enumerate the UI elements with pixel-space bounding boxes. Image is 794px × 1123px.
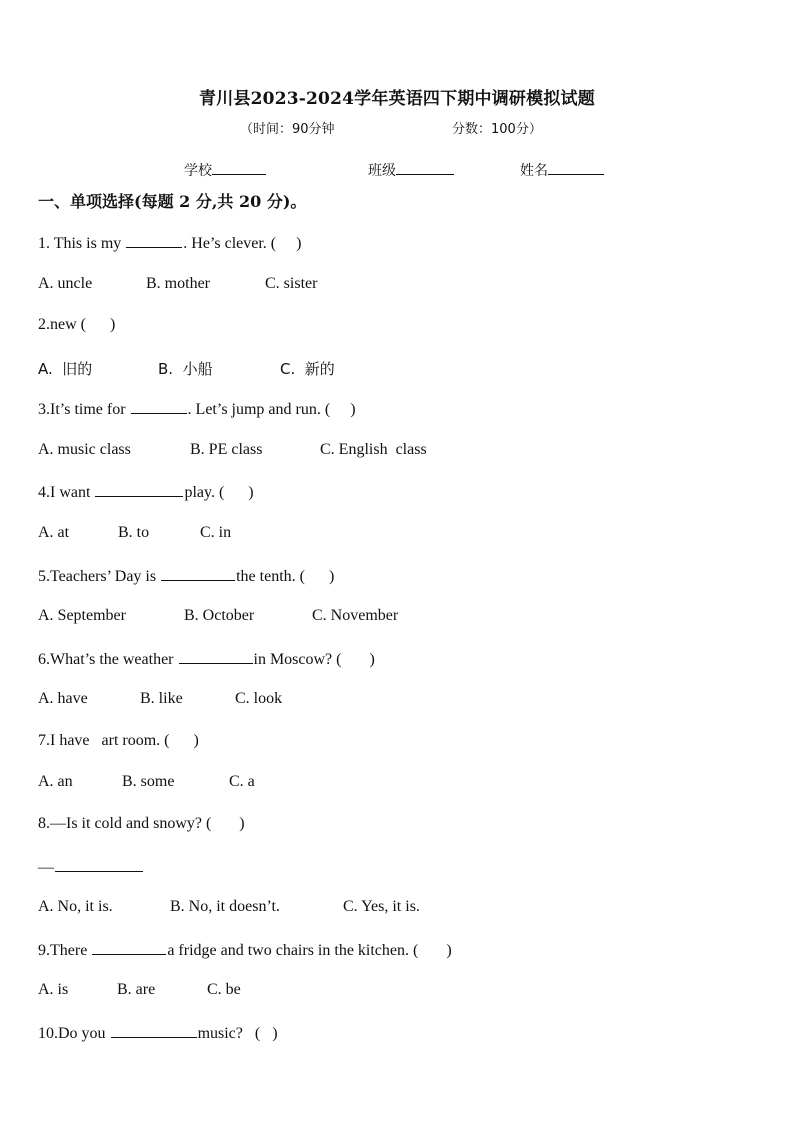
option-b[interactable]: B. 小船 [158,360,213,378]
option-c[interactable]: C. be [207,981,241,998]
question-text: . He’s clever. ( ) [183,235,302,252]
question-text: play. ( ) [184,484,254,501]
question-2 [38,316,115,334]
question-1 [38,233,301,253]
question-8 [38,815,245,833]
school-field [184,160,266,180]
class-field [368,160,454,180]
answer-blank[interactable] [161,566,235,581]
option-a[interactable]: A. No, it is. [38,898,113,915]
option-c[interactable]: C. English class [320,441,427,458]
school-label: 学校 [184,163,212,179]
question-6 [38,649,375,669]
option-b[interactable]: B. like [140,690,183,707]
answer-blank[interactable] [179,649,253,664]
exam-time: （时间：90分钟 [240,122,335,137]
page-title: 青川县2023-2024学年英语四下期中调研模拟试题 [199,89,595,109]
question-text: in Moscow? ( ) [253,651,375,668]
question-text: 1. This is my [38,235,126,252]
option-b[interactable]: B. to [118,524,150,541]
question-3 [38,399,356,419]
option-a[interactable]: A. an [38,773,73,790]
option-a[interactable]: A. September [38,607,126,624]
option-a[interactable]: A. have [38,690,88,707]
option-c[interactable]: C. November [312,607,399,624]
question-text: 7.I have art room. ( ) [38,732,199,749]
question-text: music? ( ) [197,1025,278,1042]
question-5 [38,566,334,586]
question-text: 6.What’s the weather [38,651,178,668]
option-c[interactable]: C. 新的 [280,360,335,378]
option-a[interactable]: A. at [38,524,70,541]
option-c[interactable]: C. sister [265,275,318,292]
option-a[interactable]: A. 旧的 [38,360,93,378]
name-blank[interactable] [548,160,604,175]
answer-line [38,857,144,877]
exam-score: 分数：100分） [452,122,542,137]
option-c[interactable]: C. in [200,524,232,541]
option-c[interactable]: C. Yes, it is. [343,898,420,915]
answer-blank[interactable] [92,940,166,955]
option-b[interactable]: B. are [117,981,156,998]
option-b[interactable]: B. October [184,607,255,624]
answer-blank[interactable] [131,399,187,414]
question-9 [38,940,452,960]
class-label: 班级 [368,163,396,179]
option-b[interactable]: B. No, it doesn’t. [170,898,280,915]
question-text: 5.Teachers’ Day is [38,568,161,585]
option-b[interactable]: B. mother [146,275,210,292]
option-c[interactable]: C. look [235,690,283,707]
option-a[interactable]: A. is [38,981,69,998]
question-text: 4.I want [38,484,95,501]
question-text: 9.There [38,942,92,959]
section-heading: 一、单项选择(每题 2 分,共 20 分)。 [38,192,307,211]
question-text: . Let’s jump and run. ( ) [187,401,356,418]
question-text: 2.new ( ) [38,316,116,333]
answer-blank[interactable] [126,233,182,248]
question-4 [38,482,254,502]
option-a[interactable]: A. music class [38,441,131,458]
question-text: 8.—Is it cold and snowy? ( ) [38,815,245,832]
name-field [520,160,604,180]
option-b[interactable]: B. some [122,773,175,790]
question-text: 3.It’s time for [38,401,130,418]
question-10 [38,1023,278,1043]
answer-blank[interactable] [55,857,143,872]
question-text: the tenth. ( ) [236,568,335,585]
question-text: 10.Do you [38,1025,110,1042]
answer-blank[interactable] [95,482,183,497]
dash-prefix: — [38,859,54,876]
question-text: a fridge and two chairs in the kitchen. ( ) [167,942,452,959]
answer-blank[interactable] [111,1023,197,1038]
option-b[interactable]: B. PE class [190,441,263,458]
class-blank[interactable] [396,160,454,175]
option-c[interactable]: C. a [229,773,255,790]
option-a[interactable]: A. uncle [38,275,93,292]
name-label: 姓名 [520,163,548,179]
school-blank[interactable] [212,160,266,175]
question-7 [38,732,199,750]
